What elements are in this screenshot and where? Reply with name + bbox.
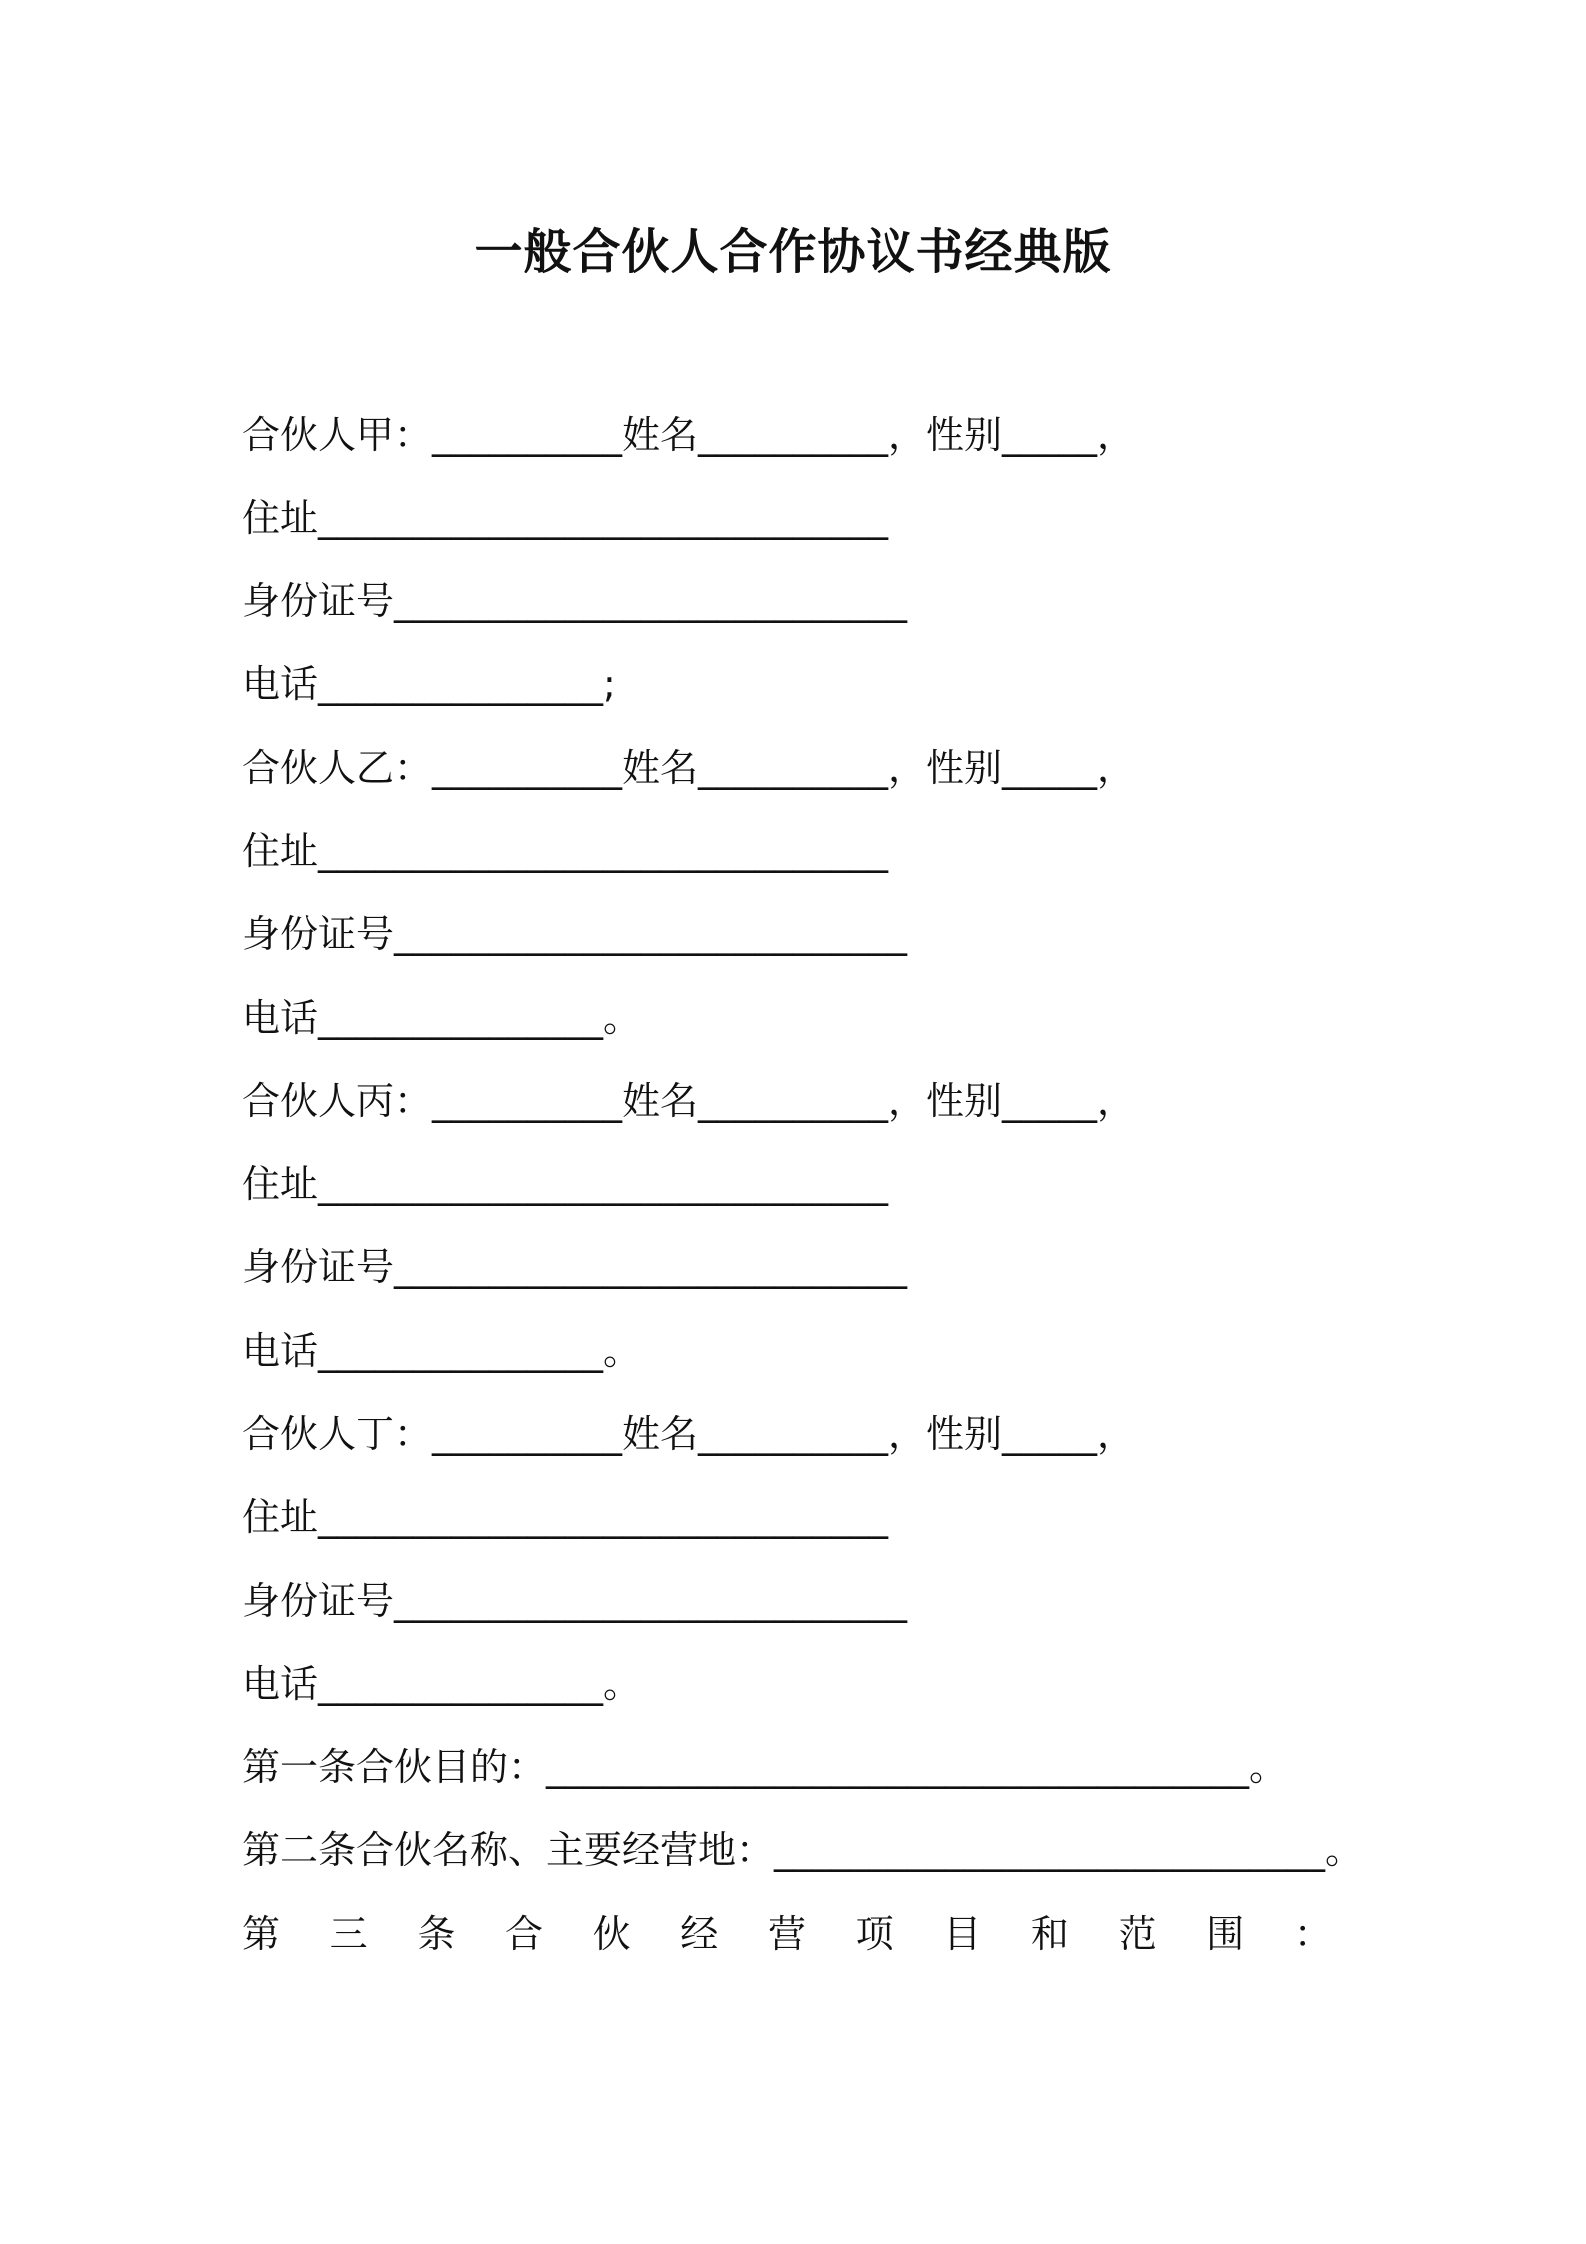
partner-a-id-number: 身份证号___________________________	[242, 579, 908, 623]
article-3-char: 伙	[592, 1912, 631, 1956]
partner-b-id-number: 身份证号___________________________	[242, 912, 908, 956]
partner-b-name-line: 合伙人乙：__________姓名__________，性别_____，	[242, 746, 1136, 790]
article-3-char: 和	[1030, 1912, 1069, 1956]
article-3-char: 条	[417, 1912, 456, 1956]
partner-d-name-line: 合伙人丁：__________姓名__________，性别_____，	[242, 1412, 1136, 1456]
partner-b-phone: 电话_______________。	[242, 996, 642, 1040]
article-3-char: 范	[1118, 1912, 1157, 1956]
article-3-char: 项	[855, 1912, 894, 1956]
partner-a-name-line: 合伙人甲：__________姓名__________，性别_____，	[242, 413, 1136, 457]
article-3-char: 第	[242, 1912, 281, 1956]
article-2: 第二条合伙名称、主要经营地：_____________________________。	[242, 1828, 1364, 1872]
partner-d-phone: 电话_______________。	[242, 1662, 642, 1706]
partner-c-name-line: 合伙人丙：__________姓名__________，性别_____，	[242, 1079, 1136, 1123]
article-3-char: 围	[1206, 1912, 1245, 1956]
partner-d-id-number: 身份证号___________________________	[242, 1579, 908, 1623]
article-3-char: 经	[680, 1912, 719, 1956]
partner-d-address: 住址______________________________	[242, 1495, 889, 1539]
article-1: 第一条合伙目的：_____________________________________。	[242, 1745, 1288, 1789]
article-3-char: 目	[943, 1912, 982, 1956]
partner-c-address: 住址______________________________	[242, 1162, 889, 1206]
article-3-char: 三	[329, 1912, 368, 1956]
article-3-char: ：	[1293, 1912, 1332, 1956]
article-3-char: 营	[767, 1912, 806, 1956]
article-3-char: 合	[504, 1912, 543, 1956]
partner-c-phone: 电话_______________。	[242, 1329, 642, 1373]
partner-a-address: 住址______________________________	[242, 496, 889, 540]
article-3	[242, 1909, 1332, 1959]
partner-a-phone: 电话_______________;	[242, 662, 616, 706]
partner-b-address: 住址______________________________	[242, 829, 889, 873]
document-title: 一般合伙人合作协议书经典版	[474, 224, 1112, 280]
partner-c-id-number: 身份证号___________________________	[242, 1245, 908, 1289]
